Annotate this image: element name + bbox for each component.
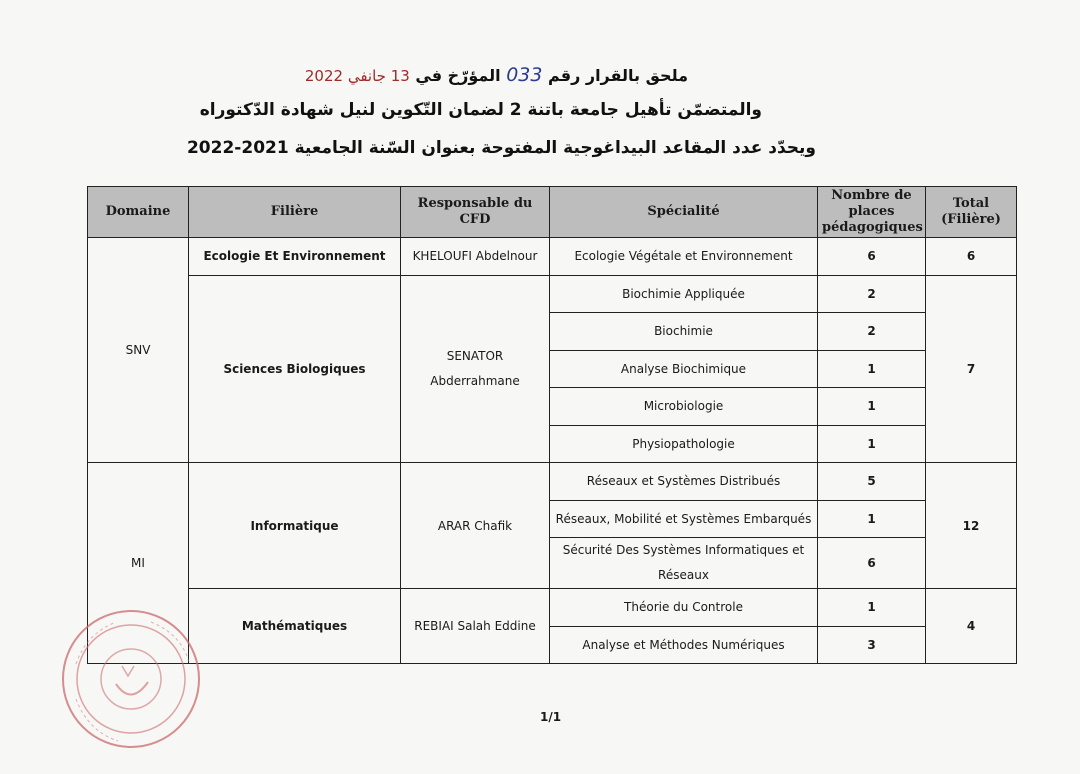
filiere-cell: Mathématiques: [189, 589, 401, 664]
places-cell: 3: [818, 626, 926, 664]
responsable-cell: ARAR Chafik: [401, 463, 550, 589]
table-row: [88, 275, 1017, 313]
filiere-cell: Ecologie Et Environnement: [189, 238, 401, 276]
places-cell: 1: [818, 425, 926, 463]
header-line-3: ويحدّد عدد المقاعد البيداغوجية المفتوحة بعنوان السّنة الجامعية 2021-2022: [186, 138, 816, 158]
col-header-specialite: Spécialité: [550, 187, 818, 238]
specialite-cell: Analyse et Méthodes Numériques: [550, 626, 818, 664]
decree-number: 033: [506, 64, 543, 86]
table-header-row: [88, 187, 1017, 238]
places-cell: 2: [818, 313, 926, 351]
col-header-places: Nombre de places pédagogiques: [818, 187, 926, 238]
filiere-cell: Informatique: [189, 463, 401, 589]
decree-date: 13 جانفي 2022: [304, 67, 410, 85]
specialite-cell: Sécurité Des Systèmes Informatiques et Réseaux: [550, 538, 818, 589]
col-header-responsable: Responsable du CFD: [401, 187, 550, 238]
decree-label: ملحق بالقرار رقم: [548, 66, 688, 85]
places-cell: 6: [818, 238, 926, 276]
specialite-cell: Réseaux, Mobilité et Systèmes Embarqués: [550, 500, 818, 538]
col-header-total: Total (Filière): [926, 187, 1017, 238]
official-stamp: [56, 604, 206, 754]
responsable-cell: SENATOR Abderrahmane: [401, 275, 550, 463]
places-table: [87, 186, 1017, 664]
total-cell: 7: [926, 275, 1017, 463]
places-cell: 6: [818, 538, 926, 589]
page-number: 1/1: [540, 710, 562, 724]
domaine-cell: SNV: [88, 238, 189, 463]
responsable-cell: KHELOUFI Abdelnour: [401, 238, 550, 276]
header-line-2: والمتضمّن تأهيل جامعة باتنة 2 لضمان التّكوين لنيل شهادة الدّكتوراه: [199, 100, 762, 120]
domaine-cell: MI: [88, 463, 189, 664]
specialite-cell: Biochimie Appliquée: [550, 275, 818, 313]
col-header-domaine: Domaine: [88, 187, 189, 238]
header-line-1: [305, 64, 688, 86]
places-cell: 1: [818, 388, 926, 426]
col-header-filiere: Filière: [189, 187, 401, 238]
places-cell: 1: [818, 589, 926, 627]
specialite-cell: Analyse Biochimique: [550, 350, 818, 388]
responsable-cell: REBIAI Salah Eddine: [401, 589, 550, 664]
places-cell: 2: [818, 275, 926, 313]
specialite-cell: Ecologie Végétale et Environnement: [550, 238, 818, 276]
places-cell: 1: [818, 350, 926, 388]
total-cell: 4: [926, 589, 1017, 664]
specialite-cell: Réseaux et Systèmes Distribués: [550, 463, 818, 501]
specialite-cell: Théorie du Controle: [550, 589, 818, 627]
table-row: [88, 238, 1017, 276]
total-cell: 6: [926, 238, 1017, 276]
specialite-cell: Biochimie: [550, 313, 818, 351]
places-cell: 5: [818, 463, 926, 501]
decree-dated-label: المؤرّخ في: [415, 66, 501, 85]
table-row: [88, 463, 1017, 501]
table-row: [88, 589, 1017, 627]
total-cell: 12: [926, 463, 1017, 589]
filiere-cell: Sciences Biologiques: [189, 275, 401, 463]
places-cell: 1: [818, 500, 926, 538]
specialite-cell: Physiopathologie: [550, 425, 818, 463]
specialite-cell: Microbiologie: [550, 388, 818, 426]
